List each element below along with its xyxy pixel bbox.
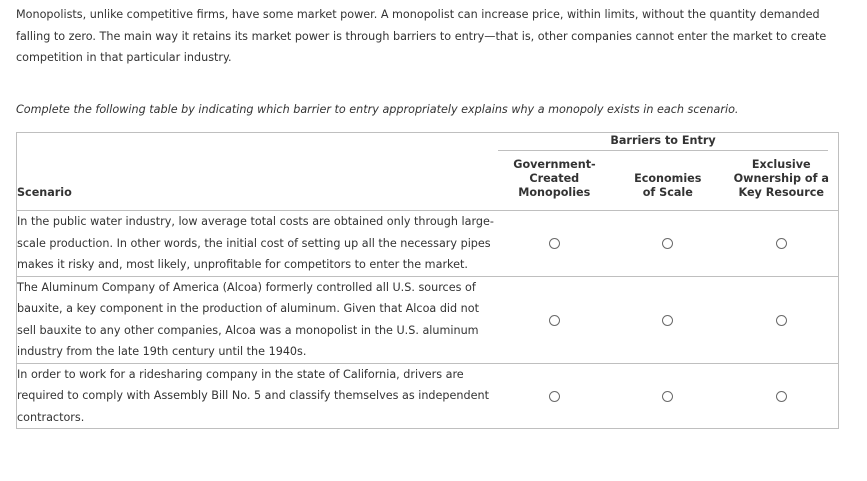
table-row	[17, 276, 839, 363]
column-header-label: Government-Created Monopolies	[513, 158, 596, 199]
radio-economies-of-scale[interactable]	[662, 238, 673, 249]
column-header-label: Exclusive Ownership of a Key Resource	[733, 158, 829, 199]
instruction-text: Complete the following table by indicating which barrier to entry appropriately explains why a monopoly exists in each scenario.	[16, 103, 739, 116]
column-header-government-created	[498, 133, 611, 211]
radio-exclusive-ownership[interactable]	[776, 315, 787, 326]
radio-exclusive-ownership[interactable]	[776, 238, 787, 249]
radio-government-created[interactable]	[549, 315, 560, 326]
scenario-text: In order to work for a ridesharing company in the state of California, drivers are required to comply with Assembly Bill No. 5 and classify themselves as independent contractors.	[17, 367, 489, 424]
radio-economies-of-scale[interactable]	[662, 391, 673, 402]
barriers-table	[16, 132, 839, 429]
radio-economies-of-scale[interactable]	[662, 315, 673, 326]
table-row	[17, 211, 839, 277]
table-header-row	[17, 133, 839, 211]
radio-government-created[interactable]	[549, 238, 560, 249]
table-row	[17, 363, 839, 429]
column-header-label: Economies of Scale	[634, 172, 702, 199]
column-header-economies-of-scale	[611, 133, 724, 211]
intro-paragraph: Monopolists, unlike competitive firms, have some market power. A monopolist can increase price, within limits, without the quantity demanded falling to zero. The main way it retains its market power is through barriers to entry—that is, other companies cannot enter the market to create competition in that particular industry.	[16, 8, 827, 64]
scenario-text: In the public water industry, low average total costs are obtained only through large-scale production. In other words, the initial cost of setting up all the necessary pipes makes it risky and, most likely, unprofitable for competitors to enter the market.	[17, 211, 498, 277]
radio-exclusive-ownership[interactable]	[776, 391, 787, 402]
barriers-group-header: Barriers to Entry	[610, 134, 716, 147]
column-header-exclusive-ownership	[725, 133, 839, 211]
scenario-text: The Aluminum Company of America (Alcoa) formerly controlled all U.S. sources of bauxite, a key component in the production of aluminum. Given that Alcoa did not sell bauxite to any other companies, Alcoa was a monopolist in the U.S. aluminum industry from the late 19th century until the 1940s.	[17, 276, 498, 363]
scenario-column-header: Scenario	[17, 133, 498, 211]
radio-government-created[interactable]	[549, 391, 560, 402]
